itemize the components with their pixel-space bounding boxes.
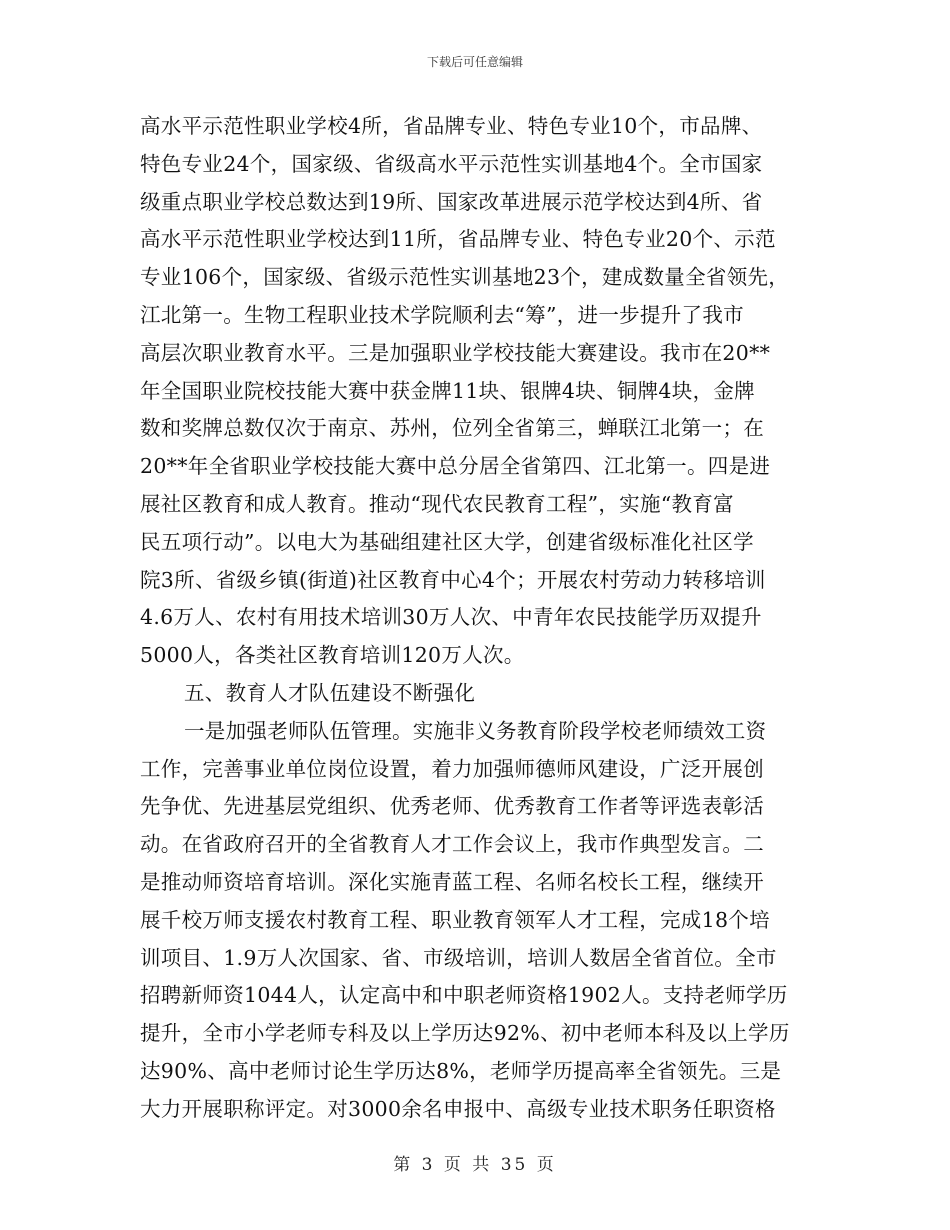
body-line: 年全国职业院校技能大赛中获金牌11块、银牌4块、铜牌4块，金牌 bbox=[140, 378, 755, 403]
body-line: 展社区教育和成人教育。推动“现代农民教育工程”，实施“教育富 bbox=[140, 491, 734, 516]
body-line: 展千校万师支援农村教育工程、职业教育领军人才工程，完成18个培 bbox=[140, 907, 770, 932]
body-line: 5000人，各类社区教育培训120万人次。 bbox=[140, 643, 525, 668]
body-line: 4.6万人、农村有用技术培训30万人次、中青年农民技能学历双提升 bbox=[140, 605, 762, 630]
body-line: 高水平示范性职业学校4所，省品牌专业、特色专业10个，市品牌、 bbox=[140, 114, 763, 138]
body-line: 先争优、先进基层党组织、优秀老师、优秀教育工作者等评选表彰活 bbox=[140, 794, 764, 819]
paragraph-start-line: 一是加强老师队伍管理。实施非义务教育阶段学校老师绩效工资 bbox=[184, 718, 767, 743]
body-line: 高水平示范性职业学校达到11所，省品牌专业、特色专业20个、示范 bbox=[140, 227, 776, 252]
page-header: 下载后可任意编辑 bbox=[426, 55, 523, 69]
body-line: 动。在省政府召开的全省教育人才工作会议上，我市作典型发言。二 bbox=[140, 832, 764, 857]
document-body bbox=[140, 108, 815, 1129]
body-line: 招聘新师资1044人，认定高中和中职老师资格1902人。支持老师学历 bbox=[140, 983, 788, 1008]
body-line: 20**年全省职业学校技能大赛中总分居全省第四、江北第一。四是进 bbox=[140, 454, 771, 479]
body-line: 级重点职业学校总数达到19所、国家改革进展示范学校达到4所、省 bbox=[140, 189, 763, 214]
body-line: 专业106个，国家级、省级示范性实训基地23个，建成数量全省领先， bbox=[140, 265, 790, 290]
body-line: 是推动师资培育培训。深化实施青蓝工程、名师名校长工程，继续开 bbox=[140, 869, 764, 894]
section-heading: 五、教育人才队伍建设不断强化 bbox=[184, 680, 476, 705]
body-line: 院3所、省级乡镇(街道)社区教育中心4个；开展农村劳动力转移培训 bbox=[140, 567, 766, 592]
body-line: 江北第一。生物工程职业技术学院顺利去“筹”，进一步提升了我市 bbox=[140, 302, 744, 327]
body-line: 训项目、1.9万人次国家、省、市级培训，培训人数居全省首位。全市 bbox=[140, 945, 777, 970]
body-line: 数和奖牌总数仅次于南京、苏州，位列全省第三，蝉联江北第一；在 bbox=[140, 416, 764, 441]
body-line: 民五项行动”。以电大为基础组建社区大学，创建省级标准化社区学 bbox=[140, 529, 754, 554]
body-line: 大力开展职称评定。对3000余名申报中、高级专业技术职务任职资格 bbox=[140, 1096, 776, 1121]
page-footer: 第 3 页 共 35 页 bbox=[393, 1155, 557, 1175]
body-line: 高层次职业教育水平。三是加强职业学校技能大赛建设。我市在20** bbox=[140, 340, 771, 365]
body-line: 提升，全市小学老师专科及以上学历达92%、初中老师本科及以上学历 bbox=[140, 1021, 790, 1046]
body-line: 工作，完善事业单位岗位设置，着力加强师德师风建设，广泛开展创 bbox=[140, 756, 764, 781]
body-line: 特色专业24个，国家级、省级高水平示范性实训基地4个。全市国家 bbox=[140, 151, 763, 176]
body-line: 达90%、高中老师讨论生学历达8%，老师学历提高率全省领先。三是 bbox=[140, 1058, 782, 1083]
